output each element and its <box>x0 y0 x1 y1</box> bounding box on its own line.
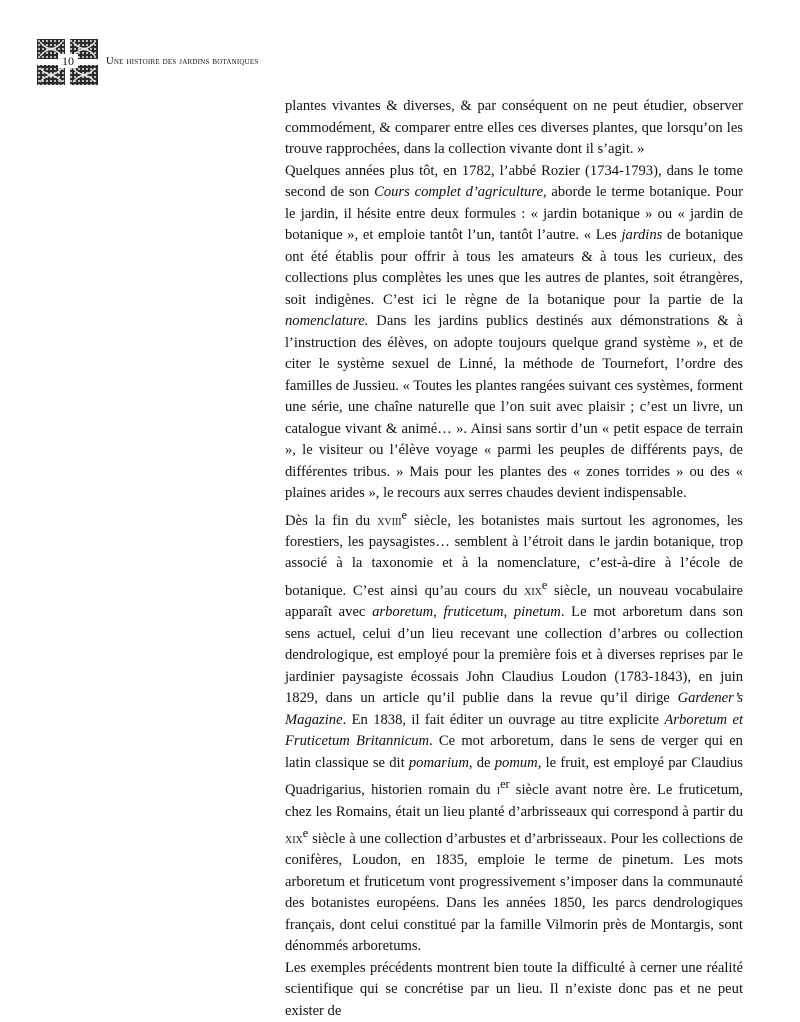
page-number: 10 <box>58 54 78 68</box>
italic-title-cours-complet: Cours complet d’agriculture <box>374 184 543 200</box>
emblem-tile-bottom-left <box>37 65 65 85</box>
paragraph-3: Dès la fin du xviii$^e$ siècle, les botanistes mais surtout les agronomes, les forestiers, les paysagistes… semblent à l’étroit dans le jardin botanique, trop associé à la taxonomie et à la nomenclature, c’est-à-dire à l’école de botanique. C’est ainsi qu’au cours du xix$^e$ siècle, un nouveau vocabulaire apparaît avec arboretum, fruticetum, pinetum. Le mot arboretum dans son sens actuel, celui d’un lieu recevant une collection d’arbres ou collection dendrologique, est employé pour la première fois et à diverses reprises par le jardinier paysagiste écossais John Claudius Loudon (1783-1843), en juin 1829, dans un article qu’il publie dans la revue qu’il dirige Gardener’s Magazine. En 1838, il fait éditer un ouvrage au titre explicite Arboretum et Fruticetum Britannicum. Ce mot arboretum, dans le sens de verger qui en latin classique se dit pomarium, de pomum, le fruit, est employé par Claudius Quadrigarius, historien romain du $i^{er}$ siècle avant notre ère. Le fruticetum, chez les Romains, était un lieu planté d’arbrisseaux qui correspond à partir du xix$^e$ siècle à une collection d’arbustes et d’arbrisseaux. Pour les collections de conifères, Loudon, en 1835, emploie le terme de pinetum. Les mots arboretum et fruticetum vont progressivement s’imposer dans la communauté des botanistes européens. Dans les années 1850, les parcs dendrologiques français, dont celui constitué par la famille Vilmorin près de Montargis, sont dénommés arboretums. <box>285 507 744 955</box>
paragraph-2: Quelques années plus tôt, en 1782, l’abbé Rozier (1734-1793), dans le tome second de son Cours complet d’agriculture, aborde le terme botanique. Pour le jardin, il hésite entre deux formules : « jardin botanique » ou « jardin de botanique », et emploie tantôt l’un, tantôt l’autre. « Les jardins de botanique ont été établis pour offrir à tous les amateurs & à tous les curieux, des collections plus complètes les unes que les autres de plantes, soit étrangères, soit indigènes. C’est ici le règne de la botanique pour la partie de la nomenclature. Dans les jardins publics destinés aux démonstrations & à l’instruction des élèves, on adopte toujours quelque grand système », et de citer le système sexuel de Linné, la méthode de Tournefort, l’ordre des familles de Jussieu. « Toutes les plantes rangées suivant ces systèmes, forment une série, une chaîne naturelle que l’on suit avec plaisir ; c’est un livre, un catalogue vivant & animé… ». Ainsi sans sortir d’un « petit espace de terrain », le visiteur ou l’élève voyage « parmi les peuples de différents pays, de différentes tribus. » Mais pour les plantes des « zones torrides » ou des « plaines arides », le recours aux serres chaudes devient indispensable. <box>285 162 743 501</box>
century-19-b: xix <box>285 830 303 847</box>
century-19: xix <box>524 582 542 599</box>
italic-pomum: pomum, <box>494 754 542 771</box>
italic-arboretum-britannicum: Arboretum et Fruticetum Britannicum <box>285 711 743 750</box>
italic-pomarium: pomarium <box>408 754 469 771</box>
century-1: i <box>496 782 501 799</box>
paragraph-1: plantes vivantes & diverses, & par conséquent on ne peut étudier, observer commodément, & comparer entre elles ces diverses plantes, que lorsqu’on les trouve rapprochées, dans la collection vivante dont il s’agit. » <box>285 98 743 157</box>
century-18: xviii <box>377 512 402 529</box>
italic-nomenclature: nomenclature. <box>285 313 369 329</box>
paragraph-4: Les exemples précédents montrent bien toute la difficulté à cerner une réalité scientifique qui se concrétise par un lieu. Il n’existe donc pas et ne peut exister de <box>285 959 743 1019</box>
body-text <box>285 96 743 1022</box>
emblem-tile-bottom-right <box>70 65 98 85</box>
italic-arboretum-terms: arboretum, fruticetum, pinetum <box>372 604 561 621</box>
italic-jardins: jardins <box>621 227 663 243</box>
running-title: Une histoire des jardins botaniques <box>106 56 259 67</box>
italic-gardeners-magazine: Gardener’s Magazine <box>285 690 743 728</box>
